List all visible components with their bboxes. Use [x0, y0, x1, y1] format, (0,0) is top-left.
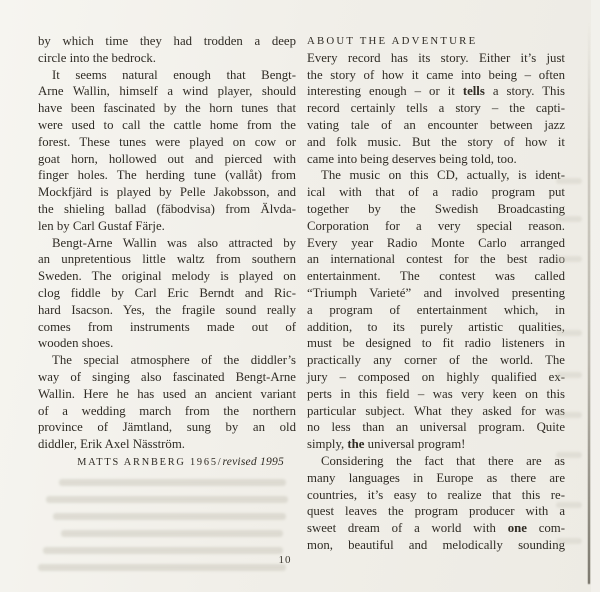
- text-segment: a program of entertainment which, in: [307, 302, 565, 317]
- text-line: [307, 151, 565, 168]
- text-segment: Arne Wallin, himself a wind player, should: [38, 84, 296, 99]
- text-line: [307, 117, 565, 134]
- bleed-through-line: [61, 530, 283, 537]
- text-segment: clog fiddle by Carl Eric Berndt and Ric-: [38, 285, 296, 300]
- byline-author: MATTS ARNBERG 1965/: [77, 456, 223, 468]
- text-line: [38, 167, 296, 184]
- text-segment: many languages in Europe as there are: [307, 470, 565, 485]
- two-column-text: [38, 33, 565, 581]
- bleed-through-mark: [556, 372, 582, 378]
- text-line: [307, 218, 565, 235]
- page-edge-line: [588, 22, 590, 584]
- text-segment: Sweden. The original melody is played on: [38, 269, 296, 284]
- text-segment: must be designed to fit radio listeners in: [307, 336, 565, 351]
- text-line: [307, 537, 565, 554]
- bleed-through-line: [59, 479, 286, 486]
- text-line: [307, 487, 565, 504]
- text-segment: jury – composed on highly qualified ex-: [307, 369, 565, 384]
- text-segment: the shieling ballad (fäbodvisa) from Älvda-: [38, 201, 296, 216]
- text-segment: quest leaves the program producer with a: [307, 504, 565, 519]
- paragraph: [307, 50, 565, 168]
- text-segment: Bengt-Arne Wallin was also attracted by: [52, 235, 296, 250]
- paragraph: [307, 167, 565, 453]
- text-line: [307, 369, 565, 386]
- bleed-through-line: [53, 513, 285, 520]
- text-segment: countries, it’s easy to realize that this re-: [307, 487, 565, 502]
- text-segment: no less than an universal program. Quite: [307, 420, 565, 435]
- bleed-through-mark: [556, 538, 582, 544]
- text-line: [307, 503, 565, 520]
- text-line: [307, 520, 565, 537]
- text-line: [38, 335, 296, 352]
- text-segment: The music on this CD, actually, is ident-: [321, 168, 565, 183]
- bleed-through-line: [46, 496, 289, 503]
- text-line: [307, 268, 565, 285]
- text-segment: record certainly tells a story – the capti-: [307, 101, 565, 116]
- left-column-paragraphs: [38, 33, 296, 453]
- text-line: [38, 302, 296, 319]
- bleed-through-mark: [556, 178, 582, 184]
- text-line: [307, 436, 565, 453]
- text-segment: Mockfjärd is played by Pelle Jakobsson, and: [38, 185, 296, 200]
- text-line: [38, 100, 296, 117]
- text-segment: finger holes. The herding tune (vallåt) from: [38, 168, 296, 183]
- text-segment: diddler, Erik Axel Näsström.: [38, 437, 185, 452]
- emphasized-word: one: [507, 521, 527, 536]
- text-segment: goat horn, hollowed out and pierced with: [38, 151, 296, 166]
- text-segment: wooden shoes.: [38, 336, 114, 351]
- text-segment: and folk music. But the story of how it: [307, 134, 565, 149]
- text-line: [307, 352, 565, 369]
- paragraph: [38, 67, 296, 235]
- text-segment: Corporation for a very special reason.: [307, 218, 565, 233]
- text-segment: com-: [526, 521, 565, 536]
- text-line: [38, 436, 296, 453]
- text-line: [307, 167, 565, 184]
- text-segment: vating tale of an encounter between jazz: [307, 117, 565, 132]
- text-line: [38, 268, 296, 285]
- text-segment: interesting enough – or it: [307, 84, 463, 99]
- byline-revision: revised 1995: [222, 454, 284, 468]
- text-line: [38, 67, 296, 84]
- text-line: [38, 386, 296, 403]
- text-segment: addition, to its purely artistic qualities,: [307, 319, 565, 334]
- text-line: [307, 386, 565, 403]
- bleed-through-mark: [556, 216, 582, 222]
- text-line: [307, 67, 565, 84]
- page-number: 10: [278, 554, 292, 566]
- page-edge-highlight: [591, 0, 600, 592]
- bleed-through-mark: [556, 330, 582, 336]
- text-segment: It seems natural enough that Bengt-: [52, 67, 296, 82]
- text-line: [307, 83, 565, 100]
- text-segment: circle into the bedrock.: [38, 50, 156, 65]
- text-segment: were used to call the cattle home from the: [38, 117, 296, 132]
- text-line: [307, 302, 565, 319]
- text-segment: an international contest for the best radio: [307, 252, 565, 267]
- text-line: [38, 201, 296, 218]
- text-line: [307, 470, 565, 487]
- text-segment: practically any corner of the world. The: [307, 353, 565, 368]
- text-line: [307, 100, 565, 117]
- text-line: [307, 419, 565, 436]
- text-segment: Considering the fact that there are as: [321, 453, 565, 468]
- text-line: [38, 285, 296, 302]
- text-line: [307, 235, 565, 252]
- text-segment: have been fascinated by the horn tunes that: [38, 101, 296, 116]
- text-segment: forest. These tunes were played on cow or: [38, 134, 296, 149]
- bleed-through-mark: [556, 452, 582, 458]
- byline: [38, 453, 296, 470]
- bleed-through-line: [38, 564, 286, 571]
- text-line: [38, 151, 296, 168]
- text-segment: len by Carl Gustaf Färje.: [38, 218, 165, 233]
- text-line: [38, 319, 296, 336]
- text-segment: particular subject. What they asked for was: [307, 403, 565, 418]
- text-segment: a story. This: [484, 84, 565, 99]
- text-segment: came into being deserves being told, too.: [307, 151, 517, 166]
- text-segment: Every record has its story. Either it’s just: [307, 50, 565, 65]
- text-line: [307, 184, 565, 201]
- bleed-through-mark: [556, 412, 582, 418]
- text-segment: together by the Swedish Broadcasting: [307, 201, 565, 216]
- text-segment: entertainment. The contest was called: [307, 269, 565, 284]
- text-segment: comes from instruments made out of: [38, 319, 296, 334]
- text-line: [307, 201, 565, 218]
- text-line: [38, 352, 296, 369]
- text-line: [307, 319, 565, 336]
- paragraph: [307, 453, 565, 554]
- text-segment: ical with that of a radio program put: [307, 185, 565, 200]
- text-line: [38, 403, 296, 420]
- text-segment: hard Isacson. Yes, the fragile sound really: [38, 302, 296, 317]
- text-segment: way of singing also fascinated Bengt-Arne: [38, 369, 296, 384]
- paragraph: [38, 352, 296, 453]
- text-line: [38, 218, 296, 235]
- text-line: [307, 285, 565, 302]
- text-segment: of a wedding march from the northern: [38, 403, 296, 418]
- bleed-through-mark: [556, 256, 582, 262]
- left-column: [38, 33, 296, 581]
- text-segment: “Triumph Varieté” and involved presenting: [307, 285, 565, 300]
- text-line: [307, 453, 565, 470]
- text-line: [38, 83, 296, 100]
- text-line: [307, 50, 565, 67]
- bleed-through-text: [38, 479, 296, 571]
- text-line: [38, 419, 296, 436]
- text-line: [38, 134, 296, 151]
- text-segment: mon, beautiful and melodically sounding: [307, 537, 565, 552]
- text-line: [38, 235, 296, 252]
- bleed-through-mark: [556, 502, 582, 508]
- text-segment: perts in this field – was very keen on this: [307, 386, 565, 401]
- text-segment: the story of how it came into being – often: [307, 67, 565, 82]
- text-segment: by which time they had trodden a deep: [38, 34, 296, 48]
- text-segment: Every year Radio Monte Carlo arranged: [307, 235, 565, 250]
- emphasized-word: tells: [462, 84, 485, 99]
- text-line: [38, 184, 296, 201]
- right-margin-bleed: [556, 0, 586, 592]
- text-line: [307, 251, 565, 268]
- section-heading: ABOUT THE ADVENTURE: [307, 35, 478, 47]
- text-segment: province of Jämtland, sung by an old: [38, 420, 296, 435]
- text-segment: simply,: [307, 437, 348, 452]
- text-line: [307, 134, 565, 151]
- text-segment: Wallin. Here he has used an ancient variant: [38, 386, 296, 401]
- text-line: [38, 369, 296, 386]
- text-segment: an unpretentious little waltz from southern: [38, 252, 296, 267]
- right-column: [307, 33, 565, 581]
- paragraph: [38, 235, 296, 353]
- text-line: [38, 33, 296, 50]
- text-segment: universal program!: [364, 437, 466, 452]
- text-line: [38, 50, 296, 67]
- text-line: [38, 251, 296, 268]
- text-segment: The special atmosphere of the diddler’s: [52, 353, 296, 368]
- text-line: [307, 403, 565, 420]
- right-column-paragraphs: [307, 50, 565, 554]
- bleed-through-line: [43, 547, 283, 554]
- text-line: [307, 335, 565, 352]
- text-segment: sweet dream of a world with: [307, 521, 508, 536]
- emphasized-word: the: [347, 437, 365, 452]
- text-line: [38, 117, 296, 134]
- paragraph: [38, 33, 296, 67]
